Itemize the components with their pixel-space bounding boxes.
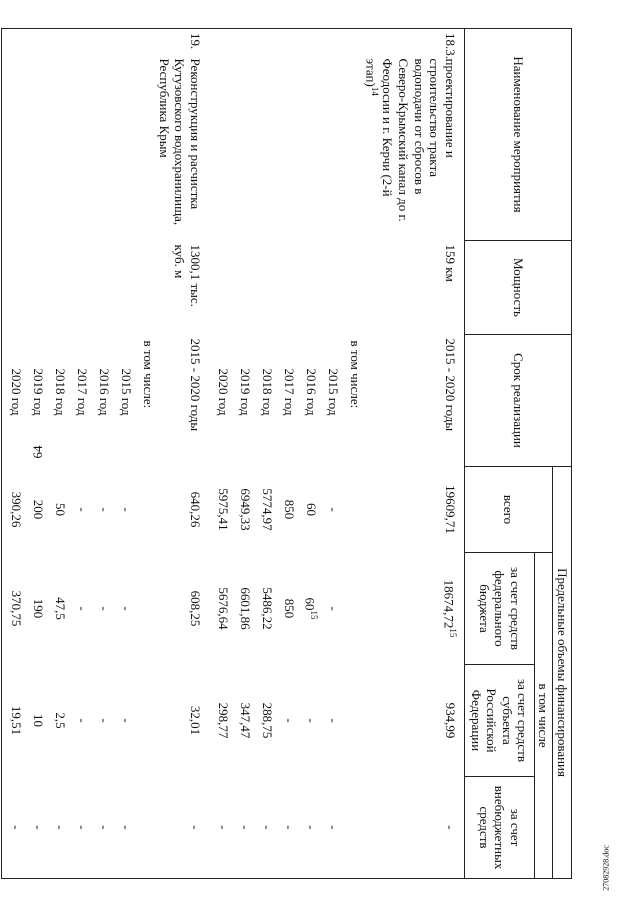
cell-name <box>231 55 253 241</box>
cell-total <box>319 467 341 553</box>
table-row <box>297 29 319 879</box>
cell-extra <box>275 777 297 879</box>
cell-federal-text: 5486,22 <box>259 587 275 630</box>
cell-federal <box>24 553 46 665</box>
cell-federal <box>363 553 464 665</box>
table-row <box>209 29 231 879</box>
cell-number <box>275 29 297 55</box>
cell-name <box>134 55 156 241</box>
header-incl: в том числе <box>534 553 553 879</box>
cell-total <box>46 467 68 553</box>
cell-period <box>253 335 275 467</box>
cell-capacity <box>134 241 156 335</box>
cell-regional <box>46 665 68 777</box>
cell-federal-text: - <box>325 606 341 611</box>
cell-total <box>297 467 319 553</box>
cell-period <box>275 335 297 467</box>
cell-extra <box>319 777 341 879</box>
cell-extra-text: - <box>237 825 253 830</box>
cell-total-text: - <box>119 507 135 512</box>
cell-number <box>46 29 68 55</box>
cell-total <box>231 467 253 553</box>
cell-capacity <box>90 241 112 335</box>
cell-total-text: 6949,33 <box>237 488 253 531</box>
cell-period-text: в том числе: <box>347 340 363 409</box>
cell-extra-text: - <box>119 825 135 830</box>
cell-federal-text: - <box>97 606 113 611</box>
cell-regional <box>209 665 231 777</box>
cell-extra <box>90 777 112 879</box>
cell-name <box>319 55 341 241</box>
cell-period-text: в том числе: <box>141 340 157 409</box>
cell-regional <box>68 665 90 777</box>
cell-name <box>275 55 297 241</box>
cell-extra <box>231 777 253 879</box>
cell-number <box>209 29 231 55</box>
cell-period <box>341 335 363 467</box>
cell-regional-text: - <box>281 718 297 723</box>
cell-federal <box>112 553 134 665</box>
cell-federal-text: - <box>75 606 91 611</box>
cell-extra <box>253 777 275 879</box>
table-row <box>134 29 156 879</box>
cell-period-text: 2018 год <box>259 368 275 416</box>
cell-capacity <box>341 241 363 335</box>
cell-name <box>363 55 464 241</box>
table-body <box>2 29 465 879</box>
table-row <box>24 29 46 879</box>
table-header <box>464 29 571 879</box>
cell-extra-text: - <box>75 825 91 830</box>
header-regional: за счет средств субъекта Российской Федерации <box>464 665 534 777</box>
page-number: 64 <box>30 445 45 459</box>
cell-total <box>68 467 90 553</box>
cell-total <box>2 467 25 553</box>
cell-number <box>90 29 112 55</box>
cell-total-text: 60 <box>303 503 319 516</box>
cell-regional-text: - <box>303 718 319 723</box>
cell-regional <box>363 665 464 777</box>
cell-total <box>24 467 46 553</box>
cell-federal-text: 47,5 <box>53 597 69 620</box>
cell-extra <box>24 777 46 879</box>
cell-period <box>231 335 253 467</box>
cell-extra <box>112 777 134 879</box>
cell-name <box>90 55 112 241</box>
header-name: Наименование мероприятия <box>464 29 571 241</box>
cell-federal <box>231 553 253 665</box>
cell-total <box>363 467 464 553</box>
cell-number-text: 18.3. <box>442 33 458 59</box>
cell-regional <box>231 665 253 777</box>
cell-federal-text: 6601,86 <box>237 587 253 630</box>
cell-federal <box>297 553 319 665</box>
cell-extra-text: - <box>97 825 113 830</box>
table-row <box>156 29 209 879</box>
cell-total-text: 200 <box>31 499 47 520</box>
cell-regional-text: 347,47 <box>237 702 253 739</box>
cell-period-text: 2018 год <box>53 368 69 416</box>
cell-extra-text: - <box>442 825 458 830</box>
header-period: Срок реализации <box>464 335 571 467</box>
cell-federal <box>341 553 363 665</box>
cell-period <box>68 335 90 467</box>
cell-name <box>24 55 46 241</box>
cell-regional <box>275 665 297 777</box>
cell-number <box>231 29 253 55</box>
cell-period-text: 2017 год <box>75 368 91 416</box>
cell-total-text: - <box>97 507 113 512</box>
cell-capacity <box>2 241 25 335</box>
table-row <box>319 29 341 879</box>
cell-name <box>209 55 231 241</box>
cell-extra-text: - <box>325 825 341 830</box>
cell-total <box>134 467 156 553</box>
table-row <box>275 29 297 879</box>
header-financing: Предельные объемы финансирования <box>553 467 572 879</box>
cell-regional <box>90 665 112 777</box>
cell-period <box>297 335 319 467</box>
cell-federal-text: 190 <box>31 598 47 619</box>
cell-name <box>156 55 209 241</box>
cell-extra-text: - <box>259 825 275 830</box>
cell-federal <box>319 553 341 665</box>
header-capacity: Мощность <box>464 241 571 335</box>
cell-capacity <box>297 241 319 335</box>
financing-table <box>1 28 572 879</box>
cell-federal <box>46 553 68 665</box>
cell-extra <box>297 777 319 879</box>
cell-federal-text: 608,25 <box>187 590 203 627</box>
cell-total <box>209 467 231 553</box>
cell-regional <box>2 665 25 777</box>
cell-number <box>253 29 275 55</box>
cell-extra <box>134 777 156 879</box>
cell-regional-text: - <box>119 718 135 723</box>
cell-federal-text: 5676,64 <box>215 587 231 630</box>
header-total: всего <box>464 467 553 553</box>
cell-total <box>90 467 112 553</box>
cell-extra <box>156 777 209 879</box>
cell-federal <box>68 553 90 665</box>
cell-number <box>68 29 90 55</box>
cell-federal-text: 370,75 <box>9 590 25 627</box>
cell-regional-text: 288,75 <box>259 702 275 739</box>
cell-period <box>112 335 134 467</box>
table-row <box>363 29 464 879</box>
cell-number <box>112 29 134 55</box>
cell-total-text: 850 <box>281 499 297 520</box>
document-footer: 27082928.doc <box>601 845 611 891</box>
cell-federal <box>156 553 209 665</box>
cell-extra-text: - <box>53 825 69 830</box>
table-row <box>90 29 112 879</box>
cell-name <box>68 55 90 241</box>
cell-name <box>253 55 275 241</box>
cell-period-text: 2020 год <box>215 368 231 416</box>
cell-period-text: 2016 год <box>97 368 113 416</box>
table-row <box>231 29 253 879</box>
cell-capacity <box>319 241 341 335</box>
cell-capacity <box>253 241 275 335</box>
cell-period <box>209 335 231 467</box>
cell-period <box>46 335 68 467</box>
cell-regional-text: 10 <box>31 714 47 727</box>
cell-period <box>90 335 112 467</box>
cell-regional-text: 934,99 <box>442 702 458 739</box>
cell-regional <box>24 665 46 777</box>
cell-period <box>319 335 341 467</box>
cell-capacity <box>46 241 68 335</box>
cell-number <box>24 29 46 55</box>
cell-federal <box>134 553 156 665</box>
cell-total-text: - <box>75 507 91 512</box>
cell-capacity <box>363 241 464 335</box>
cell-total-text: 5774,97 <box>259 488 275 531</box>
cell-total <box>156 467 209 553</box>
cell-number <box>156 29 209 55</box>
header-federal: за счет средств федерального бюджета <box>464 553 534 665</box>
cell-extra-text: - <box>31 825 47 830</box>
cell-name <box>46 55 68 241</box>
cell-number <box>2 29 25 55</box>
cell-period-text: 2015 - 2020 годы <box>187 338 203 432</box>
cell-regional <box>297 665 319 777</box>
cell-extra <box>209 777 231 879</box>
cell-period-text: 2016 год <box>303 368 319 416</box>
cell-name-text: Реконструкция и расчистка Кутузовского водохранилища, Республика Крым <box>156 58 203 226</box>
cell-extra-text: - <box>303 825 319 830</box>
cell-total-text: - <box>325 507 341 512</box>
cell-period-text: 2015 год <box>119 368 135 416</box>
cell-capacity <box>68 241 90 335</box>
cell-extra <box>341 777 363 879</box>
cell-capacity <box>112 241 134 335</box>
cell-regional <box>253 665 275 777</box>
cell-total <box>341 467 363 553</box>
table-row <box>46 29 68 879</box>
cell-total <box>253 467 275 553</box>
cell-federal-text: 18674,72 <box>441 579 457 629</box>
cell-name <box>2 55 25 241</box>
cell-extra <box>363 777 464 879</box>
cell-regional <box>319 665 341 777</box>
cell-name-text: проектирование и строительство тракта водоподачи от сбросов в Северо-Крымский канал до г. Феодосии и г. Керчи (2-й этап) <box>363 58 458 222</box>
cell-extra-text: - <box>281 825 297 830</box>
cell-extra <box>68 777 90 879</box>
cell-extra-text: - <box>215 825 231 830</box>
cell-regional-text: - <box>325 718 341 723</box>
cell-period <box>363 335 464 467</box>
cell-number <box>297 29 319 55</box>
cell-federal <box>90 553 112 665</box>
cell-period <box>156 335 209 467</box>
cell-name <box>112 55 134 241</box>
cell-regional-text: 19,51 <box>9 705 25 736</box>
cell-period-text: 2019 год <box>31 368 47 416</box>
cell-regional <box>112 665 134 777</box>
cell-federal-text: - <box>119 606 135 611</box>
cell-total-text: 50 <box>53 503 69 516</box>
cell-period-text: 2015 год <box>325 368 341 416</box>
cell-regional-text: - <box>75 718 91 723</box>
cell-total-text: 5975,41 <box>215 488 231 531</box>
cell-regional <box>156 665 209 777</box>
cell-period-text: 2019 год <box>237 368 253 416</box>
cell-federal <box>2 553 25 665</box>
footnote-marker: 15 <box>308 610 319 620</box>
cell-number <box>319 29 341 55</box>
cell-total-text: 640,26 <box>187 491 203 528</box>
cell-period <box>134 335 156 467</box>
cell-total-text: 19609,71 <box>442 485 458 534</box>
cell-federal <box>275 553 297 665</box>
table-row <box>341 29 363 879</box>
cell-total-text: 390,26 <box>9 491 25 528</box>
cell-capacity <box>275 241 297 335</box>
cell-regional <box>341 665 363 777</box>
cell-period-text: 2017 год <box>281 368 297 416</box>
cell-number <box>341 29 363 55</box>
cell-extra-text: - <box>187 825 203 830</box>
cell-capacity-text: 1300,1 тыс. куб. м <box>172 244 203 307</box>
cell-name <box>297 55 319 241</box>
footnote-marker: 15 <box>447 628 458 638</box>
table-row <box>2 29 25 879</box>
cell-period <box>2 335 25 467</box>
cell-regional-text: - <box>97 718 113 723</box>
cell-capacity <box>209 241 231 335</box>
cell-extra <box>2 777 25 879</box>
cell-regional-text: 2,5 <box>53 712 69 729</box>
cell-federal-text: 850 <box>281 598 297 619</box>
cell-federal <box>209 553 231 665</box>
cell-total <box>275 467 297 553</box>
cell-regional-text: 298,77 <box>215 702 231 739</box>
cell-federal <box>253 553 275 665</box>
cell-capacity <box>24 241 46 335</box>
cell-period <box>24 335 46 467</box>
cell-period-text: 2020 год <box>9 368 25 416</box>
cell-number <box>363 29 464 59</box>
cell-capacity-text: 159 км <box>442 244 458 282</box>
header-extra: за счет внебюджетных средств <box>464 777 534 879</box>
table-row <box>68 29 90 879</box>
cell-federal-text: 60 <box>302 597 318 611</box>
cell-number <box>134 29 156 55</box>
cell-capacity <box>156 241 209 335</box>
cell-regional <box>134 665 156 777</box>
cell-name <box>341 55 363 241</box>
table-row <box>253 29 275 879</box>
cell-total <box>112 467 134 553</box>
cell-extra-text: - <box>9 825 25 830</box>
table-row <box>112 29 134 879</box>
cell-period-text: 2015 - 2020 годы <box>442 338 458 432</box>
cell-extra <box>46 777 68 879</box>
cell-capacity <box>231 241 253 335</box>
cell-number-text: 19. <box>187 33 203 50</box>
cell-regional-text: 32,01 <box>187 705 203 736</box>
footnote-marker: 14 <box>369 86 380 96</box>
